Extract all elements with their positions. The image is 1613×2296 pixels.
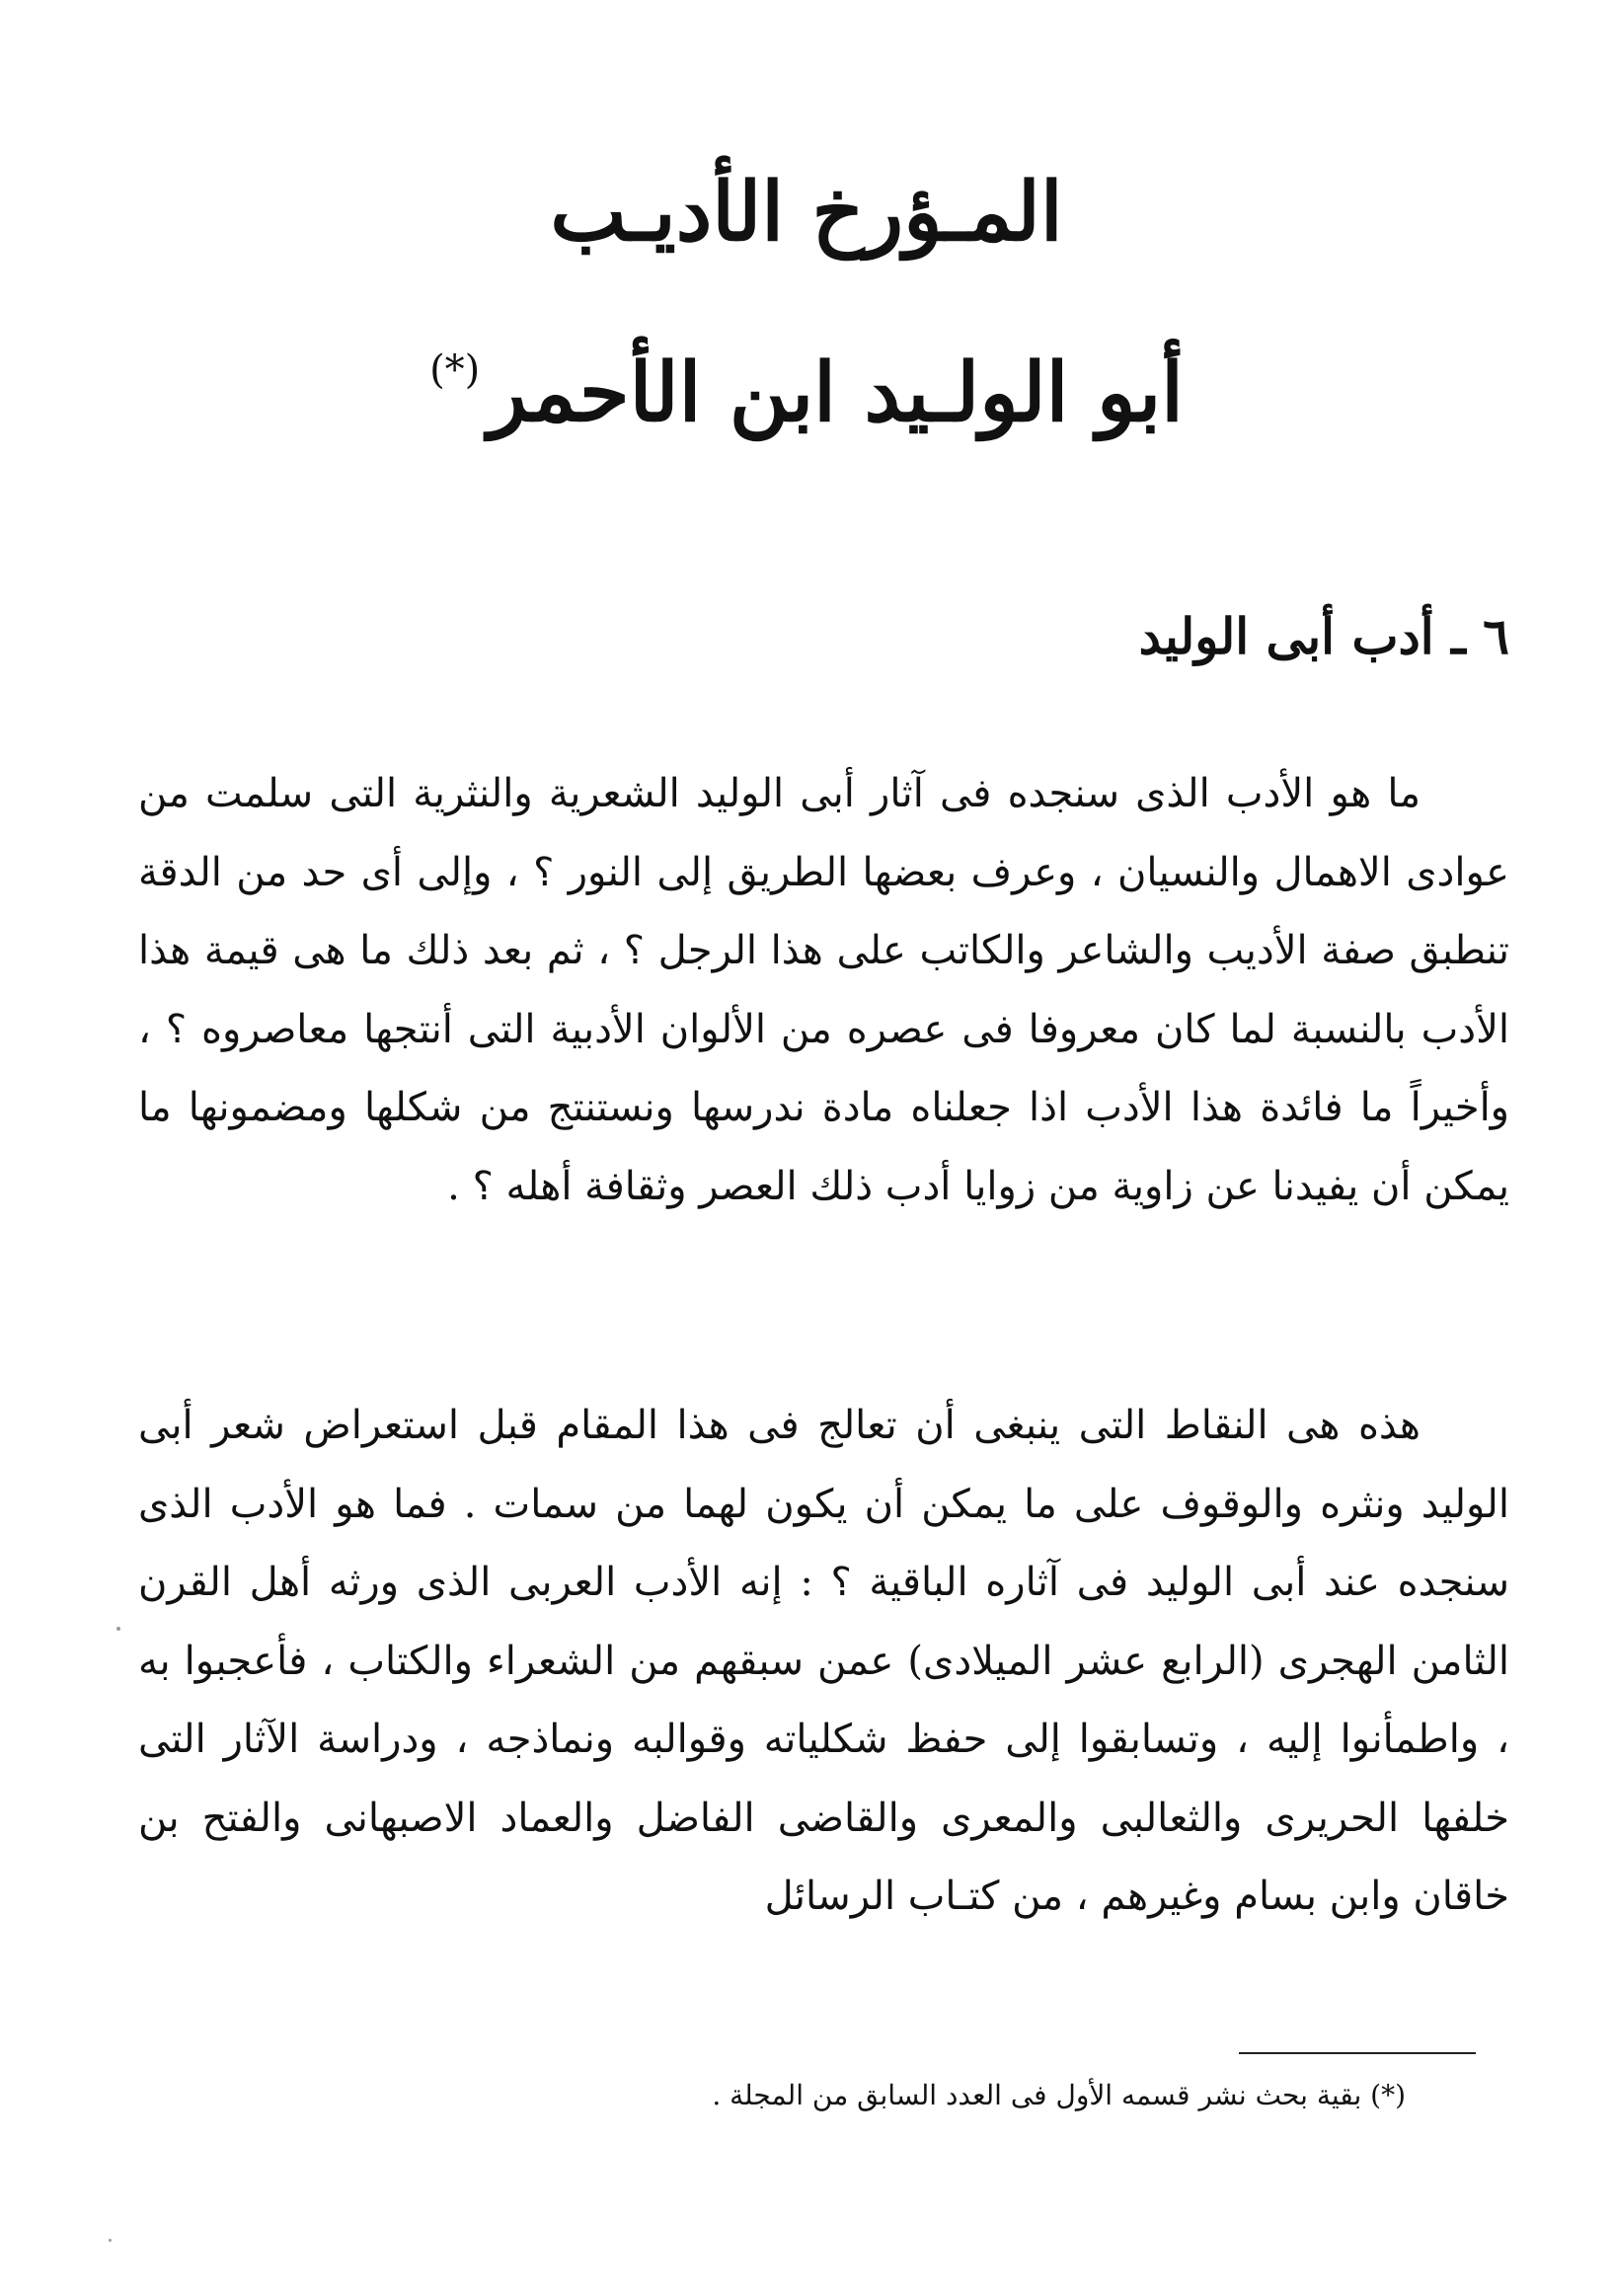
footnote-reference-mark: (*): [429, 347, 481, 393]
footnote-divider: [1239, 2052, 1476, 2054]
body-paragraph-2: هذه هى النقاط التى ينبغى أن تعالج فى هذا المقام قبل استعراض شعر أبى الوليد ونثره والوقوف على ما يمكن أن يكون لهما من سمات . فما هو الأدب الذى سنجده عند أبى الوليد فى آثاره الباقية ؟ : إنه الأدب العربى الذى ورثه أهل القرن الثامن الهجرى (الرابع عشر الميلادى) عمن سبقهم من الشعراء والكتاب ، فأعجبوا به ، واطمأنوا إليه ، وتسابقوا إلى حفظ شكلياته وقوالبه ونماذجه ، ودراسة الآثار التى خلفها الحريرى والثعالبى والمعرى والقاضى الفاضل والعماد الاصبهانى والفتح بن خاقان وابن بسام وغيرهم ، من كتـاب الرسائل: [138, 1403, 1509, 1919]
article-title-line-1-text: المـؤرخ الأديـب: [550, 165, 1063, 260]
scan-speck: [109, 2239, 112, 2242]
article-title-line-1: [0, 158, 1613, 267]
footnote: (*) بقية بحث نشر قسمه الأول فى العدد السابق من المجلة .: [712, 2079, 1406, 2111]
article-title-line-2-text: أبو الولـيد ابن الأحمر: [488, 345, 1184, 440]
scan-speck: [116, 1627, 120, 1631]
body-paragraph-1: ما هو الأدب الذى سنجده فى آثار أبى الوليد الشعرية والنثرية التى سلمت من عوادى الاهمال والنسيان ، وعرف بعضها الطريق إلى النور ؟ ، وإلى أى حد من الدقة تنطبق صفة الأديب والشاعر والكاتب على هذا الرجل ؟ ، ثم بعد ذلك ما هى قيمة هذا الأدب بالنسبة لما كان معروفا فى عصره من الألوان الأدبية التى أنتجها معاصروه ؟ ، وأخيراً ما فائدة هذا الأدب اذا جعلناه مادة ندرسها ونستنتج من شكلها ومضمونها ما يمكن أن يفيدنا عن زاوية من زوايا أدب ذلك العصر وثقافة أهله ؟ .: [138, 771, 1509, 1209]
article-title-line-2: [0, 316, 1613, 447]
section-heading: ٦ ـ أدب أبى الوليد: [1138, 607, 1509, 665]
